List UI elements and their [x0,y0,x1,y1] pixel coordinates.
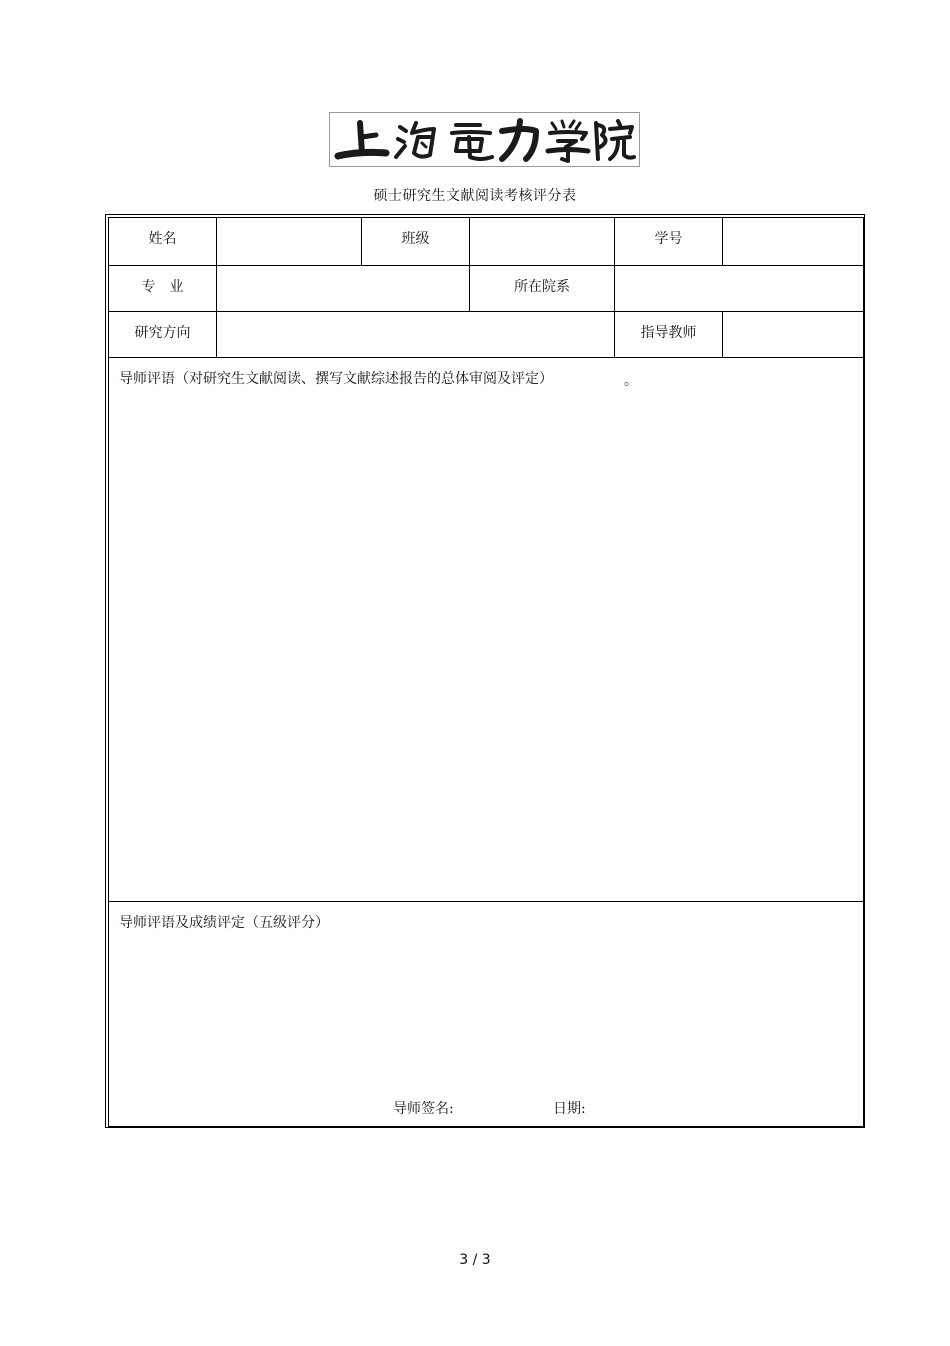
research-direction-field[interactable] [216,311,614,357]
supervisor-field[interactable] [722,311,864,357]
grade-evaluation-label: 导师评语及成绩评定（五级评分） [119,915,329,931]
department-field[interactable] [614,265,864,311]
date-label: 日期: [553,1101,586,1117]
class-field[interactable] [469,217,614,265]
student-id-field[interactable] [722,217,864,265]
supervisor-review-area[interactable] [108,357,864,901]
student-id-label: 学号 [614,217,722,265]
form-title: 硕士研究生文献阅读考核评分表 [373,188,577,204]
class-label: 班级 [361,217,469,265]
institution-logo [329,112,640,167]
major-field[interactable] [216,265,469,311]
page-number: 3 / 3 [459,1252,491,1268]
review-trailing-mark: 。 [624,373,638,389]
supervisor-label: 指导教师 [614,311,722,357]
institution-logo-calligraphy [330,113,639,166]
major-label: 专 业 [108,265,216,311]
department-label: 所在院系 [469,265,614,311]
evaluation-form-table [105,214,865,1128]
name-field[interactable] [216,217,361,265]
grade-evaluation-area[interactable] [108,901,864,1127]
name-label: 姓名 [108,217,216,265]
research-direction-label: 研究方向 [108,311,216,357]
supervisor-signature-label: 导师签名: [393,1101,454,1117]
supervisor-review-label: 导师评语（对研究生文献阅读、撰写文献综述报告的总体审阅及评定） [119,371,553,387]
